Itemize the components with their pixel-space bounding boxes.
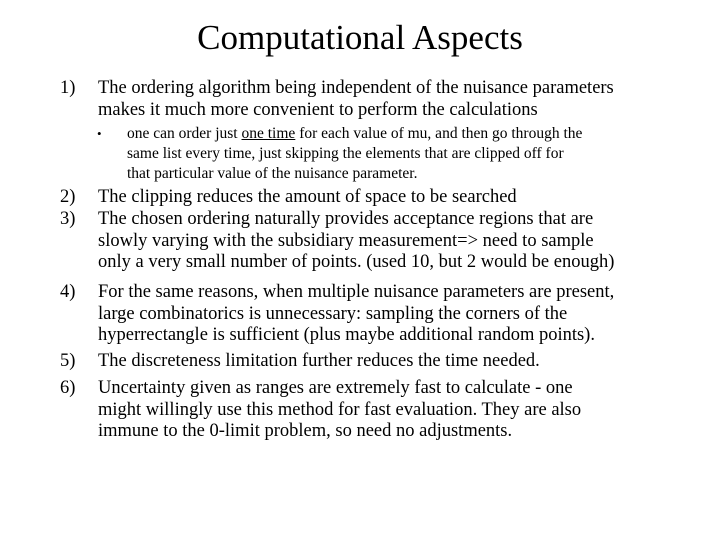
sub-bullet-text [127,124,687,185]
bullet-marker: • [97,126,102,141]
item-text-line: The discreteness limitation further reduces the time needed. [98,351,540,371]
item-text-line: Uncertainty given as ranges are extremely fast to calculate - one [98,378,573,398]
item-number: 1) [60,78,76,98]
item-text [98,378,698,443]
item-text-line: immune to the 0-limit problem, so need no adjustments. [98,421,513,441]
item-number: 4) [60,282,76,302]
sub-bullet-text-part: for each value of mu, and then go through the [295,125,583,142]
item-text-line: For the same reasons, when multiple nuisance parameters are present, [98,282,615,302]
item-number: 6) [60,378,76,398]
item-number: 2) [60,187,76,207]
item-text [98,282,698,347]
item-text-line: slowly varying with the subsidiary measurement=> need to sample [98,230,594,251]
item-text-line: The clipping reduces the amount of space to be searched [98,187,517,207]
item-text [98,78,698,121]
item-text-line: large combinatorics is unnecessary: sampling the corners of the [98,303,568,324]
item-text-line: might willingly use this method for fast evaluation. They are also [98,399,582,420]
sub-bullet-text-part: one can order just [127,125,242,142]
item-text [98,351,698,373]
item-number: 5) [60,351,76,371]
sub-bullet-line [127,124,687,144]
underlined-phrase: one time [241,125,296,142]
item-text-line: hyperrectangle is sufficient (plus maybe additional random points). [98,325,595,345]
sub-bullet-line: that particular value of the nuisance parameter. [127,165,418,183]
item-text [98,187,698,209]
sub-bullet-line: same list every time, just skipping the elements that are clipped off for [127,145,564,163]
item-text [98,209,698,274]
item-text-line: The chosen ordering naturally provides acceptance regions that are [98,209,594,229]
item-text-line: makes it much more convenient to perform the calculations [98,99,538,120]
slide-title: Computational Aspects [197,18,523,57]
item-text-line: only a very small number of points. (used 10, but 2 would be enough) [98,252,615,272]
item-text-line: The ordering algorithm being independent of the nuisance parameters [98,78,614,98]
item-number: 3) [60,209,76,229]
